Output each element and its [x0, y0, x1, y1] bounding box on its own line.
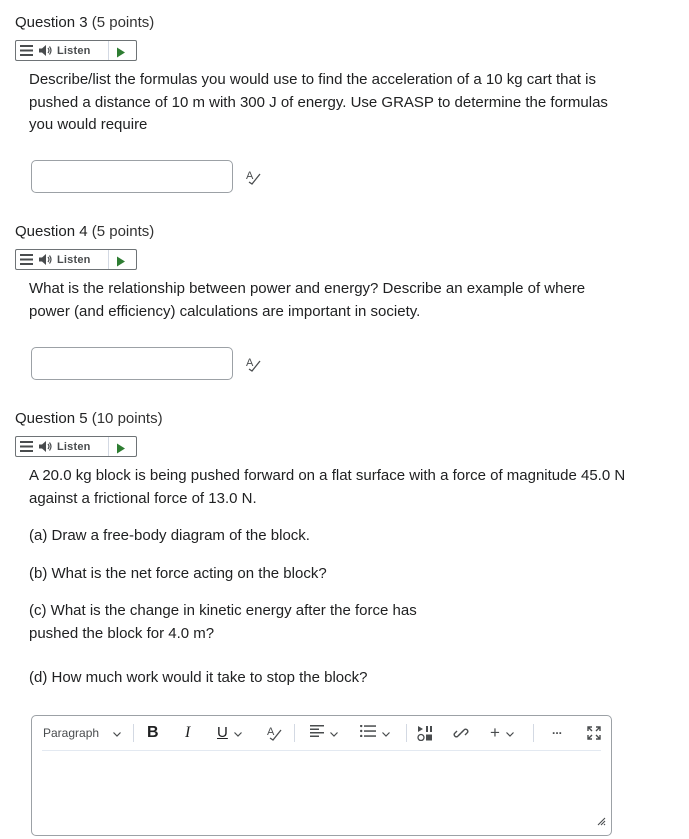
chevron-down-icon	[382, 726, 390, 740]
question-3-title	[15, 14, 154, 31]
bullet-list-icon	[360, 725, 376, 740]
question-part-d: (d) How much work would it take to stop the block?	[29, 669, 368, 686]
editor-toolbar	[32, 716, 611, 749]
answer-field[interactable]	[31, 347, 233, 380]
listen-label: Listen	[57, 440, 91, 453]
list-dropdown[interactable]	[360, 716, 390, 749]
chevron-down-icon	[330, 726, 338, 740]
listen-button[interactable]	[15, 40, 137, 61]
spellcheck-icon[interactable]	[245, 355, 262, 377]
question-number: Question 3	[15, 14, 88, 31]
chevron-down-icon	[113, 726, 121, 740]
underline-dropdown[interactable]	[217, 716, 242, 749]
insert-media-icon[interactable]	[417, 716, 433, 749]
underline-button: U	[217, 724, 228, 741]
chevron-down-icon	[506, 726, 514, 740]
question-part-c: (c) What is the change in kinetic energy after the force has pushed the block for 4.0 m?	[29, 602, 417, 642]
question-text: Describe/list the formulas you would use to find the acceleration of a 10 kg cart that is pushed a distance of 10 m with 300 J of energy. Use GRASP to determine the formulas you would require	[29, 71, 608, 133]
question-number: Question 5	[15, 410, 88, 427]
paragraph-format-label: Paragraph	[43, 725, 100, 740]
svg-text:A: A	[267, 726, 275, 738]
menu-icon[interactable]	[16, 41, 37, 60]
rich-text-editor[interactable]	[31, 715, 612, 836]
question-points: (5 points)	[91, 223, 155, 240]
listen-label: Listen	[57, 253, 91, 266]
bold-button[interactable]: B	[147, 723, 159, 741]
play-icon[interactable]	[116, 254, 126, 272]
svg-text:A: A	[246, 357, 254, 369]
more-options-button[interactable]: ...	[552, 722, 563, 737]
svg-text:A: A	[246, 170, 254, 182]
plus-icon: +	[490, 722, 500, 742]
insert-link-icon[interactable]	[453, 716, 469, 749]
chevron-down-icon	[234, 726, 242, 740]
listen-label: Listen	[57, 44, 91, 57]
resize-handle-icon[interactable]	[596, 813, 606, 831]
listen-button[interactable]	[15, 249, 137, 270]
paragraph-format-dropdown[interactable]	[43, 716, 121, 749]
menu-icon[interactable]	[16, 250, 37, 269]
play-icon[interactable]	[116, 441, 126, 459]
question-points: (5 points)	[91, 14, 155, 31]
question-text: A 20.0 kg block is being pushed forward on a flat surface with a force of magnitude 45.0 N against a frictional force of 13.0 N.	[29, 467, 626, 507]
speaker-icon	[39, 254, 53, 265]
align-left-icon	[310, 725, 324, 740]
fullscreen-icon[interactable]	[587, 716, 601, 749]
spellcheck-icon[interactable]	[245, 168, 262, 190]
speaker-icon	[39, 45, 53, 56]
align-dropdown[interactable]	[310, 716, 338, 749]
question-text: What is the relationship between power and energy? Describe an example of where power (and efficiency) calculations are important in society.	[29, 280, 586, 320]
speaker-icon	[39, 441, 53, 452]
question-points: (10 points)	[91, 410, 163, 427]
question-4-title	[15, 223, 154, 240]
spellcheck-icon[interactable]	[266, 716, 283, 749]
question-number: Question 4	[15, 223, 88, 240]
question-part-a: (a) Draw a free-body diagram of the block.	[29, 527, 310, 544]
answer-field[interactable]	[31, 160, 233, 193]
editor-content-area[interactable]	[42, 756, 601, 825]
question-5-title	[15, 410, 163, 427]
menu-icon[interactable]	[16, 437, 37, 456]
play-icon[interactable]	[116, 45, 126, 63]
italic-button[interactable]: I	[185, 723, 191, 741]
insert-dropdown[interactable]	[490, 716, 514, 749]
listen-button[interactable]	[15, 436, 137, 457]
question-part-b: (b) What is the net force acting on the block?	[29, 565, 327, 582]
